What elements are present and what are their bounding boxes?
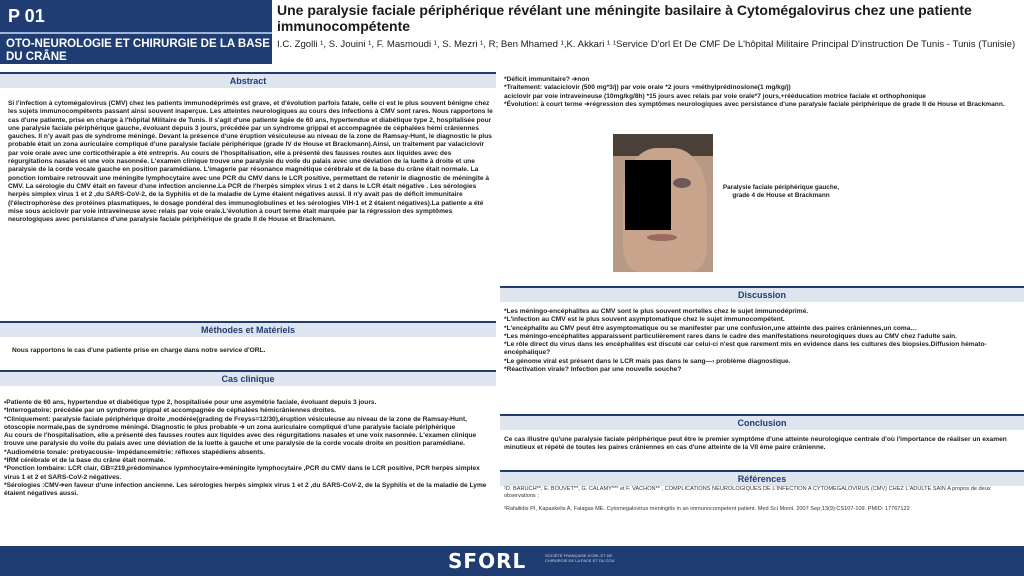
treatment-text	[504, 76, 1019, 109]
discussion-line: *L'encéphalite au CMV peut être asymptomatique ou se manifester par une confusion,une atteinte des paires crâniennes,un coma…	[504, 324, 918, 332]
abstract-header: Abstract	[0, 72, 496, 88]
treatment-line: *Traitement: valaciclovir (500 mg*3/j) par voie orale *2 jours +méthylprédinoslone(1 mg/kg/j)	[504, 84, 791, 92]
methods-header: Méthodes et Matériels	[0, 321, 496, 337]
treatment-line: *Évolution: à court terme ➔régression des symptômes neurologiques avec persistance d'une paralysie faciale périphérique de grade II de House et Brackmann.	[504, 100, 1005, 108]
left-column	[0, 72, 496, 498]
clinical-line: *Cliniquement: paralysie faciale périphérique droite ,modérée(grading de Freyss=12/30),éruption vésiculeuse au niveau de la zone de Ramsay-Hunt, otoscopie normale,pas de syndrome méningé. Diagnostic le plus probable ➔ un zona auriculaire compliqué d'une paralysie faciale périphérique	[4, 415, 467, 431]
discussion-line: *Les méningo-encéphalites apparaissent particulièrement rares dans le cadre des manifestations neurologiques dues au CMV chez l'adulte sain.	[504, 332, 958, 340]
figure-caption: Paralysie faciale périphérique gauche, grade 4 de House et Brackmann	[722, 184, 840, 199]
department-label: OTO-NEUROLOGIE ET CHIRURGIE DE LA BASE DU CRÂNE	[6, 38, 270, 63]
reference-item: ²Rafailidis PI, Kapaskelis A, Falagas ME. Cytomegalovirus meningitis in an immunocompetent patient. Med Sci Monit. 2007 Sep;13(9):CS107-109. PMID: 17767122	[504, 506, 910, 512]
reference-item: ¹D. BARUCH**, E. BOUVET**, G. CALAMY*** et F. VACHON** , COMPLICATIONS NEUROLOGIQUES DE L'INFECTION A CYTOMEGALOVIRUS (CMV) CHEZ L'ADULTE SAIN A propos de deux observations ;	[504, 486, 991, 499]
references-header: Références	[500, 470, 1024, 486]
abstract-text: Si l'infection à cytomégalovirus (CMV) chez les patients immunodéprimés est grave, et d'évolution parfois fatale, celle ci est le plus souvent bénigne chez les sujets immunocompétents passant ainsi souvent inaperçue. Les atteintes neurologiques au cours des infections à CMV sont rares. Nous rapportons le cas d'une patiente, prise en charge à l'hôpital Militaire de Tunis. Il s'agit d'une patiente âgée de 60 ans, hypertendue et diabétique type 2, hospitalisée pour une paralysie faciale périphérique gauche, évoluant depuis 3 jours, précédée par un syndrome grippal et accompagnée de céphalées hémi crâniennes gauches. Il n'y avait pas de syndrome méningé. Devant la présence d'une éruption vésiculeuse au niveau de la zone de Ramsay-Hunt, le diagnostic le plus probable était un zona auriculaire compliqué d'une paralysie faciale périphérique (grade IV de House et Brackmann).Ainsi, un traitement par valaciclovir par voie orale avec une corticothérapie a été entrepris. Au cours de l'hospitalisation, elle a présenté des fausses routes aux liquides avec des régurgitations nasales et une voix nasonnée. L'examen clinique trouve une paralysie du voile du palais avec une déviation de la luette à droite et une paralysie de la corde vocale gauche en position paramédiane. L'imagerie par résonance magnétique cérébrale et de la base du crâne était normale. La ponction lombaire retrouvait une méningite lymphocytaire avec une PCR du CMV dans le LCR positive, permettant de retenir le diagnostic de méningite à CMV. La sérologie du CMV était en faveur d'une infection ancienne.La PCR de l'herpès simplex virus 1 et 2 dans le LCR était négative . Les sérologies herpès simplex virus 1 et 2 ,du SARS-CoV-2, de la Syphilis et de la maladie de Lyme étaient négatives aussi. Il n'y avait pas de déficit immunitaire (l'électrophorèse des protéines plasmatiques, le dosage pondéral des immunoglobulines et les sérologies VIH-1 et 2 étaient négatives).La patiente a été mise sous aciclovir par voie intraveineuse avec relais par voie orale.L'évolution à court terme était marquée par la régression des symptômes neurologiques avec persistance d'une paralysie faciale périphérique de grade II de House et Brackmann.	[8, 100, 493, 224]
clinical-line: *Ponction lombaire: LCR clair, GB=219,prédominance lypmhocytaire➔méningite lymphocytaire ,PCR du CMV dans le LCR positive, PCR herpès simplex virus 1 et 2 et SARS-CoV-2 négatives.	[4, 465, 480, 481]
clinical-line: *Audiométrie tonale: prebyacousie- Impédancemétrie: réflexes stapédiens absents.	[4, 448, 265, 456]
discussion-header: Discussion	[500, 286, 1024, 302]
clinical-line: Au cours de l'hospitalisation, elle a présenté des fausses routes aux liquides avec des régurgitations nasales et une voix nasonnée. L'examen clinique trouve une paralysie du voile du palais avec une déviation de la luette à gauche et une paralysie de la corde vocale droite en position paramédiane.	[4, 432, 477, 448]
discussion-line: *Le rôle direct du virus dans les encéphalites est discuté car celui-ci n'est que rarement mis en evidence dans les cultures des biopsies.Diffusion hémato-encéphalique?	[504, 341, 987, 357]
discussion-line: *Les méningo-encéphalites au CMV sont le plus souvent mortelles chez le sujet immunodéprimé.	[504, 308, 809, 315]
clinical-case-header: Cas clinique	[0, 370, 496, 386]
footer-bar	[0, 546, 1024, 576]
treatment-line: *Déficit immunitaire? ➔non	[504, 76, 590, 83]
poster-id: P 01	[8, 6, 45, 26]
discussion-line: *Le génome viral est présent dans le LCR mais pas dans le sang—› problème diagnostique.	[504, 357, 791, 365]
treatment-line: aciclovir par voie intraveineuse (10mg/kg/8h) *15 jours avec relais par voie orale*7 jours,+rééducation motrice faciale et orthophonique	[504, 92, 926, 100]
methods-text: Nous rapportons le cas d'une patiente prise en charge dans notre service d'ORL.	[12, 347, 266, 354]
sforl-logo: SFORL	[448, 549, 527, 573]
anonymization-mask	[625, 160, 671, 230]
authors-line: I.C. Zgolli ¹, S. Jouini ¹, F. Masmoudi ¹, S. Mezri ¹, R; Ben Mhamed ¹,K. Akkari ¹ ¹Service D'orl Et De CMF De L'hôpital Militaire Principal D'instruction De Tunis - Tunis (Tunisie)	[277, 39, 1016, 50]
clinical-line: *Sérologies :CMV➔en faveur d'une infection ancienne. Les sérologies herpès simplex virus 1 et 2 ,du SARS-CoV-2, de la Syphilis et de la maladie de Lyme étaient négatives aussi.	[4, 481, 487, 498]
discussion-line: *L'infection au CMV est le plus souvent asymptomatique chez le sujet immunocompétent.	[504, 316, 785, 324]
discussion-text	[504, 308, 1019, 374]
conclusion-text: Ce cas illustre qu'une paralysie faciale périphérique peut être le premier symptôme d'une atteinte neurologique centrale d'où l'importance de réaliser un examen minutieux et répété de toutes les paires crâniennes en cas d'une atteinte de la VII ème paire crânienne.	[504, 436, 1007, 452]
clinical-line: •Patiente de 60 ans, hypertendue et diabétique type 2, hospitalisée pour une asymétrie faciale, évoluant depuis 3 jours.	[4, 399, 377, 406]
conclusion-header: Conclusion	[500, 414, 1024, 430]
header-banner	[0, 0, 272, 64]
clinical-case-text	[4, 399, 494, 499]
sforl-tagline: SOCIÉTÉ FRANÇAISE D'ORL ET DE CHIRURGIE DE LA FACE ET DU COU	[545, 553, 615, 563]
clinical-line: *IRM cérébrale et de la base du crâne était normale.	[4, 457, 166, 465]
poster-title: Une paralysie faciale périphérique révélant une méningite basilaire à Cytomégalovirus chez une patiente immunocompétente	[277, 2, 972, 34]
patient-photo	[613, 134, 713, 272]
header-divider	[0, 32, 272, 34]
references-list	[504, 486, 1019, 519]
clinical-line: *Interrogatoire: précédée par un syndrome grippal et accompagnée de céphalées hémicrâniennes droites.	[4, 407, 336, 415]
discussion-line: *Réactivation virale? Infection par une nouvelle souche?	[504, 366, 682, 374]
